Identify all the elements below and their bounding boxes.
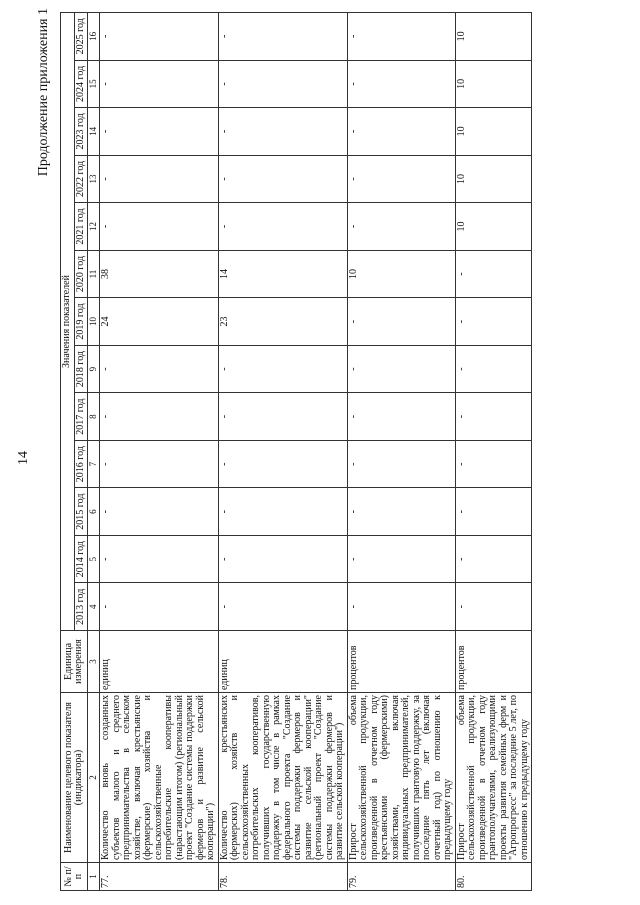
column-number: 9 <box>88 345 100 393</box>
year-header: 2024 год <box>74 60 88 108</box>
value-cell: - <box>455 535 532 583</box>
column-number: 15 <box>88 60 100 108</box>
value-cell: - <box>218 393 347 441</box>
value-cell: - <box>455 345 532 393</box>
value-cell: - <box>347 583 455 631</box>
value-cell: 10 <box>455 13 532 61</box>
column-number: 4 <box>88 583 100 631</box>
year-header: 2021 год <box>74 203 88 251</box>
indicators-table <box>60 12 532 891</box>
value-cell: - <box>100 345 219 393</box>
row-number: 79. <box>347 863 455 891</box>
value-cell: 10 <box>455 108 532 156</box>
year-header: 2015 год <box>74 488 88 536</box>
table-body <box>100 13 532 891</box>
header-values-group: Значения показателей <box>61 13 75 631</box>
column-number: 8 <box>88 393 100 441</box>
value-cell: - <box>100 535 219 583</box>
value-cell: - <box>218 440 347 488</box>
unit-cell: процентов <box>347 631 455 693</box>
year-header: 2022 год <box>74 155 88 203</box>
value-cell: 10 <box>455 203 532 251</box>
column-number: 13 <box>88 155 100 203</box>
value-cell: - <box>218 13 347 61</box>
value-cell: - <box>218 108 347 156</box>
table-row <box>100 13 219 891</box>
value-cell: - <box>218 345 347 393</box>
value-cell: 10 <box>347 250 455 298</box>
row-number: 77. <box>100 863 219 891</box>
value-cell: - <box>347 203 455 251</box>
value-cell: - <box>100 583 219 631</box>
value-cell: - <box>100 393 219 441</box>
header-name: Наименование целевого показателя (индикатора) <box>61 693 88 863</box>
table-row <box>455 13 532 891</box>
table-row <box>347 13 455 891</box>
value-cell: - <box>100 13 219 61</box>
year-header: 2020 год <box>74 250 88 298</box>
year-header: 2025 год <box>74 13 88 61</box>
value-cell: 23 <box>218 298 347 346</box>
year-header: 2014 год <box>74 535 88 583</box>
column-number: 3 <box>88 631 100 693</box>
value-cell: - <box>100 108 219 156</box>
year-header: 2017 год <box>74 393 88 441</box>
value-cell: - <box>347 60 455 108</box>
column-number: 7 <box>88 440 100 488</box>
value-cell: - <box>455 298 532 346</box>
header-num: № п/п <box>61 863 88 891</box>
column-number: 16 <box>88 13 100 61</box>
value-cell: - <box>100 203 219 251</box>
value-cell: - <box>218 155 347 203</box>
column-number: 1 <box>88 863 100 891</box>
column-number: 2 <box>88 693 100 863</box>
value-cell: - <box>347 298 455 346</box>
value-cell: - <box>455 488 532 536</box>
table-row <box>218 13 347 891</box>
value-cell: - <box>455 583 532 631</box>
indicator-name: Прирост объема сельскохозяйственной продукции, произведенной в отчетном году грантополучателями, реализующими проекты развития семейных ферм и "Агропрогресс" за последние 5 лет, по отношению к предыдущему году <box>455 693 532 863</box>
unit-cell: процентов <box>455 631 532 693</box>
value-cell: - <box>100 60 219 108</box>
value-cell: - <box>218 203 347 251</box>
year-header: 2019 год <box>74 298 88 346</box>
value-cell: - <box>218 488 347 536</box>
indicator-name: Количество вновь созданных субъектов малого и среднего предпринимательства в сельском хозяйстве, включая крестьянские (фермерские) хозяйства и сельскохозяйственные потребительские кооперативы (нарастающим итогом) (региональный проект "Создание системы поддержки фермеров и развитие сельской кооперации") <box>100 693 219 863</box>
value-cell: - <box>347 108 455 156</box>
value-cell: - <box>455 250 532 298</box>
column-number: 5 <box>88 535 100 583</box>
value-cell: - <box>218 60 347 108</box>
appendix-note: Продолжение приложения 1 <box>36 8 51 177</box>
value-cell: - <box>347 345 455 393</box>
value-cell: - <box>347 440 455 488</box>
column-number: 12 <box>88 203 100 251</box>
value-cell: 14 <box>218 250 347 298</box>
value-cell: 38 <box>100 250 219 298</box>
value-cell: - <box>347 13 455 61</box>
value-cell: 24 <box>100 298 219 346</box>
value-cell: - <box>218 535 347 583</box>
value-cell: 10 <box>455 60 532 108</box>
value-cell: - <box>100 488 219 536</box>
value-cell: - <box>455 440 532 488</box>
column-number: 6 <box>88 488 100 536</box>
unit-cell: единиц <box>218 631 347 693</box>
year-header: 2023 год <box>74 108 88 156</box>
column-number: 14 <box>88 108 100 156</box>
header-unit: Единица измерения <box>61 631 88 693</box>
value-cell: - <box>100 440 219 488</box>
indicator-name: Количество крестьянских (фермерских) хозяйств и сельскохозяйственных потребительских кооперативов, получивших государственную поддержку в том числе в рамках федерального проекта "Создание системы поддержки фермеров и развитие сельской кооперации" (региональный проект "Создание системы поддержки фермеров и развитие сельской кооперации") <box>218 693 347 863</box>
value-cell: - <box>347 393 455 441</box>
page-number: 14 <box>16 451 31 465</box>
indicator-name: Прирост объема сельскохозяйственной продукции, произведенной в отчетном году крестьянскими (фермерскими) хозяйствами, включая индивидуальных предпринимателей, получивших грантовую поддержку, за последние пять лет (включая отчетный год) по отношению к предыдущему году <box>347 693 455 863</box>
value-cell: - <box>100 155 219 203</box>
column-number: 10 <box>88 298 100 346</box>
value-cell: - <box>347 535 455 583</box>
year-header: 2018 год <box>74 345 88 393</box>
value-cell: - <box>218 583 347 631</box>
year-header: 2013 год <box>74 583 88 631</box>
year-header: 2016 год <box>74 440 88 488</box>
value-cell: - <box>455 393 532 441</box>
unit-cell: единиц <box>100 631 219 693</box>
column-number: 11 <box>88 250 100 298</box>
value-cell: - <box>347 155 455 203</box>
value-cell: - <box>347 488 455 536</box>
row-number: 80. <box>455 863 532 891</box>
value-cell: 10 <box>455 155 532 203</box>
row-number: 78. <box>218 863 347 891</box>
